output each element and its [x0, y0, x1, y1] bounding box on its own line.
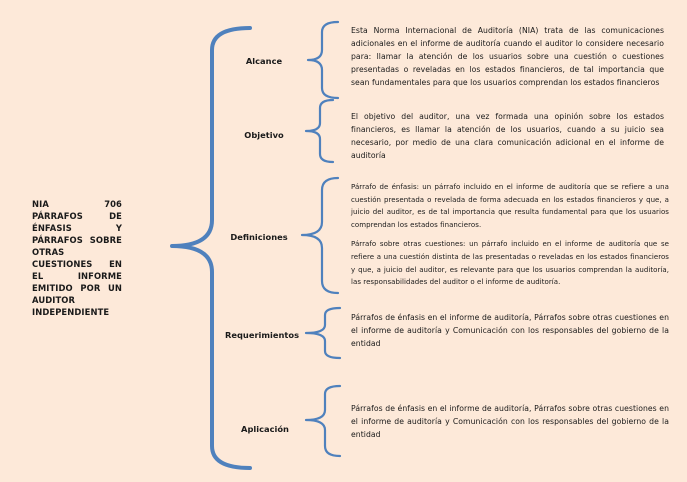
- section-label-definiciones: Definiciones: [230, 232, 288, 242]
- main-brace: [172, 28, 250, 468]
- paragraph: Esta Norma Internacional de Auditoría (NIA) trata de las comunicaciones adicionales en el informe de auditoría cuando el auditor lo considere necesario para: llamar la atención de los usuarios sobre una cuestión o cuestiones presentadas o reveladas en los estados financieros, de tal importancia que sean fundamentales para que los usuarios comprendan los estados financieros: [351, 26, 664, 87]
- section-label-alcance: Alcance: [245, 56, 283, 66]
- map-title: NIA 706 PÁRRAFOS DE ÉNFASIS Y PÁRRAFOS SOBRE OTRAS CUESTIONES EN EL INFORME EMITIDO POR UN AUDITOR INDEPENDIENTE: [32, 199, 122, 317]
- objetivo-brace: [306, 100, 333, 162]
- paragraph: Párrafos de énfasis en el informe de auditoría, Párrafos sobre otras cuestiones en el informe de auditoría y Comunicación con los responsables del gobierno de la entidad: [351, 313, 669, 348]
- section-text-requerimientos: [351, 311, 669, 350]
- requerimientos-brace: [306, 308, 340, 358]
- section-text-alcance: [351, 24, 664, 89]
- section-text-definiciones: [351, 181, 669, 289]
- definiciones-brace: [302, 178, 338, 293]
- section-text-objetivo: [351, 110, 664, 162]
- aplicacion-brace: [306, 386, 340, 456]
- section-label-aplicacion: Aplicación: [241, 424, 289, 434]
- alcance-brace: [308, 22, 338, 98]
- paragraph-enfasis: Párrafo de énfasis: un párrafo incluido en el informe de auditoría que se refiere a una cuestión presentada o revelada de forma adecuada en los estados financieros y que, a juicio del auditor, es de tal importancia que resulta fundamental para que los usuarios comprendan los estados financieros.: [351, 183, 669, 229]
- section-text-aplicacion: [351, 402, 669, 441]
- paragraph-otras-cuestiones: Párrafo sobre otras cuestiones: un párrafo incluido en el informe de auditoría que se refiere a una cuestión distinta de las presentadas o reveladas en los estados financieros y que, a juicio del auditor, es relevante para que los usuarios comprendan la auditoría, las responsabilidades del auditor o el informe de auditoría.: [351, 240, 669, 287]
- section-label-objetivo: Objetivo: [244, 130, 284, 140]
- section-label-requerimientos: Requerimientos: [224, 330, 300, 340]
- paragraph: El objetivo del auditor, una vez formada una opinión sobre los estados financieros, es llamar la atención de los usuarios, cuando a su juicio sea necesario, por medio de una clara comunicación adicional en el informe de auditoría: [351, 112, 664, 160]
- paragraph: Párrafos de énfasis en el informe de auditoría, Párrafos sobre otras cuestiones en el informe de auditoría y Comunicación con los responsables del gobierno de la entidad: [351, 404, 669, 439]
